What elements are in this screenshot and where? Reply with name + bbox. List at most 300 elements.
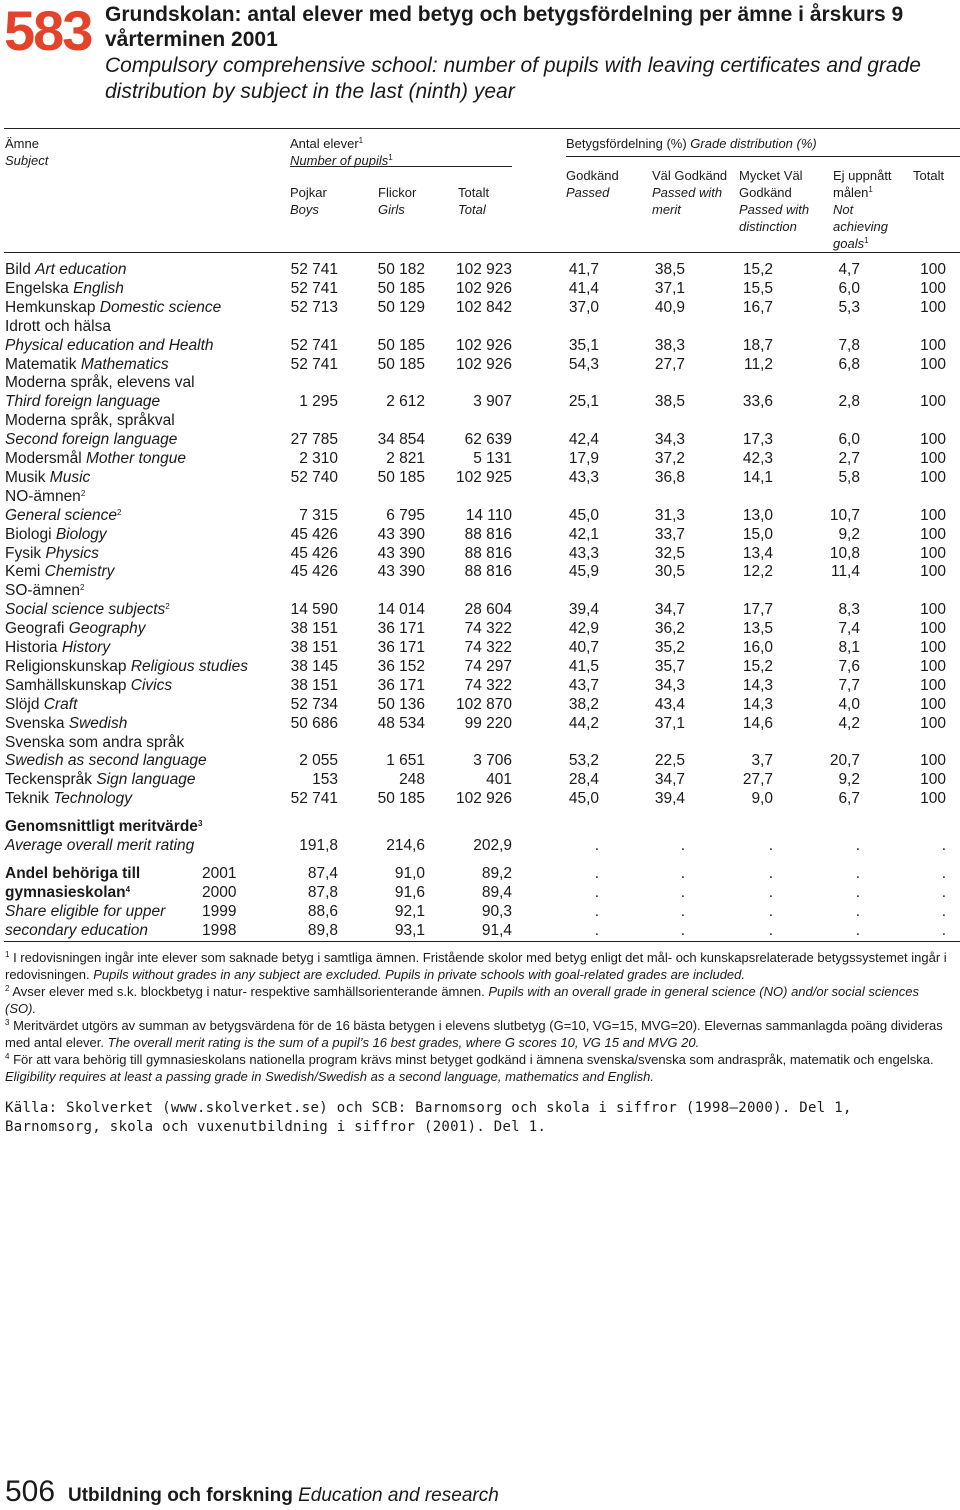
cell-girls: 43 390 — [377, 525, 425, 543]
cell-girls: 36 171 — [377, 620, 425, 638]
cell-not-achieving: 11,4 — [830, 563, 860, 581]
cell-total: 88 816 — [464, 544, 512, 562]
subject-label: General science$^2$ — [5, 506, 122, 524]
footnote-2: $^2$ Avser elever med s.k. blockbetyg i natur- respektive samhällsorienterande ämnen. Pupils with an overall grade in general science (NO) and/or social sciences (SO). — [5, 984, 919, 1016]
cell-merit: 36,8 — [654, 468, 685, 486]
subject-label: Engelska English — [5, 279, 124, 297]
cell-boys: 45 426 — [290, 525, 338, 543]
cell-not-achieving: . — [855, 837, 860, 854]
cell-distinction: 13,5 — [742, 620, 773, 638]
cell-passed: 43,3 — [568, 468, 599, 486]
cell-total: 74 322 — [464, 620, 512, 638]
subject-label: Samhällskunskap Civics — [5, 676, 173, 694]
cell-not-achieving: 4,2 — [838, 714, 860, 732]
cell-merit: 38,5 — [654, 393, 685, 411]
source-note: Källa: Skolverket (www.skolverket.se) och SCB: Barnomsorg och skola i siffror (1998–2000). Del 1, Barnomsorg, skola och vuxenutbildning i siffror (2001). Del 1. — [5, 1100, 852, 1135]
table-row — [0, 525, 960, 544]
cell-total: 102 926 — [455, 355, 512, 373]
cell-not-achieving: . — [855, 884, 860, 901]
cell-not-achieving: 5,8 — [838, 468, 860, 486]
cell-total: 3 907 — [473, 393, 512, 411]
subject-label: Modersmål Mother tongue — [5, 450, 186, 467]
cell-boys: 38 151 — [290, 676, 338, 694]
cell-girls: 14 014 — [377, 601, 425, 619]
footnote-1: $^1$ I redovisningen ingår inte elever som saknade betyg i samtliga ämnen. Fristående skolor med betyg enligt det mål- och kunskapsrelaterade betygssystemet ingår i redovisningen. Pupils without grades in any subject are excluded. Pupils in private schools with goal-related grades are included. — [5, 950, 947, 982]
cell-grand-total: 100 — [920, 298, 946, 316]
eligible-label: gymnasieskolan$^4$ — [5, 884, 131, 901]
cell-total: 88 816 — [464, 563, 512, 581]
cell-grand-total: . — [941, 865, 946, 882]
cell-grand-total: 100 — [920, 601, 946, 619]
cell-distinction: . — [768, 865, 773, 882]
table-row — [0, 260, 960, 279]
cell-merit: 34,3 — [654, 431, 685, 449]
subject-label: Historia History — [5, 639, 111, 656]
cell-merit: . — [680, 865, 685, 882]
table-row — [0, 392, 960, 411]
cell-girls: 43 390 — [377, 544, 425, 562]
table-row — [0, 298, 960, 317]
cell-merit: . — [680, 837, 685, 854]
cell-passed: 42,4 — [568, 431, 599, 449]
subject-label: Swedish as second language — [5, 752, 207, 770]
merit-header: Väl Godkänd Passed with merit — [652, 168, 728, 217]
cell-boys: 52 741 — [290, 261, 338, 278]
table-row — [0, 336, 960, 355]
subject-label: Physical education and Health — [5, 336, 214, 354]
eligible-row — [0, 883, 960, 902]
table-row — [0, 695, 960, 714]
cell-grand-total: 100 — [920, 355, 946, 373]
cell-boys: 2 055 — [299, 752, 338, 770]
table-row — [0, 581, 960, 600]
cell-boys: 52 741 — [290, 279, 338, 297]
subject-label: Moderna språk, elevens val — [5, 374, 195, 392]
cell-total: 3 706 — [473, 752, 512, 770]
cell-not-achieving: . — [855, 865, 860, 882]
cell-grand-total: 100 — [920, 506, 946, 524]
page-title-en: Compulsory comprehensive school: number of pupils with leaving certificates and grade distribution by subject in the last (ninth) year — [105, 54, 921, 103]
cell-not-achieving: 10,8 — [829, 544, 860, 562]
table-row — [0, 449, 960, 468]
cell-boys: 89,8 — [307, 922, 338, 939]
eligible-label: secondary education — [5, 922, 149, 939]
table-row — [0, 676, 960, 695]
passed-header: Godkänd Passed — [566, 168, 619, 200]
cell-merit: 37,2 — [654, 450, 685, 467]
cell-merit: 35,2 — [654, 639, 685, 656]
cell-grand-total: . — [941, 903, 946, 920]
cell-distinction: 15,5 — [742, 279, 773, 297]
cell-merit: . — [680, 884, 685, 901]
cell-distinction: 17,7 — [742, 601, 773, 619]
cell-boys: 45 426 — [290, 563, 338, 581]
cell-boys: 87,8 — [307, 884, 338, 901]
cell-distinction: 16,0 — [742, 639, 773, 656]
cell-total: 62 639 — [464, 431, 512, 449]
subject-label: Idrott och hälsa — [5, 317, 111, 335]
year-label: 2000 — [202, 884, 237, 901]
cell-not-achieving: 20,7 — [829, 752, 860, 770]
cell-not-achieving: 7,7 — [838, 676, 860, 694]
eligible-label: Andel behöriga till — [5, 865, 141, 882]
table-row — [0, 770, 960, 789]
cell-distinction: . — [768, 903, 773, 920]
year-label: 1998 — [202, 922, 237, 939]
cell-passed: 17,9 — [568, 450, 599, 467]
page-number: 506 — [5, 1475, 56, 1508]
page-footer: Utbildning och forskning Education and research — [68, 1485, 499, 1506]
cell-total: 89,4 — [481, 884, 512, 901]
cell-girls: 43 390 — [377, 563, 425, 581]
cell-passed: 25,1 — [568, 393, 599, 411]
cell-passed: 37,0 — [568, 298, 599, 316]
cell-grand-total: 100 — [920, 676, 946, 694]
cell-girls: 92,1 — [394, 903, 425, 920]
cell-boys: 153 — [312, 771, 338, 789]
cell-distinction: 15,2 — [742, 657, 773, 675]
cell-passed: 41,5 — [568, 657, 599, 675]
cell-grand-total: 100 — [920, 657, 946, 675]
cell-passed: 43,7 — [568, 676, 599, 694]
cell-merit: 37,1 — [654, 714, 685, 732]
cell-not-achieving: 6,0 — [838, 431, 860, 449]
cell-girls: 50 185 — [377, 790, 425, 808]
cell-girls: 50 182 — [377, 261, 425, 278]
cell-boys: 27 785 — [290, 431, 338, 449]
cell-not-achieving: 6,8 — [838, 355, 860, 373]
cell-total: 88 816 — [464, 525, 512, 543]
year-label: 2001 — [202, 865, 237, 882]
cell-boys: 52 741 — [290, 355, 338, 373]
cell-passed: 44,2 — [568, 714, 599, 732]
cell-merit: 38,5 — [654, 261, 685, 278]
cell-girls: 91,6 — [394, 884, 425, 901]
cell-passed: 42,1 — [568, 525, 599, 543]
cell-merit: . — [680, 922, 685, 939]
cell-merit: 33,7 — [654, 525, 685, 543]
cell-grand-total: 100 — [920, 752, 946, 770]
cell-total: 90,3 — [481, 903, 512, 920]
header-top-rule — [4, 128, 960, 129]
distribution-header: Betygsfördelning (%) Grade distribution (%) — [566, 136, 817, 151]
cell-grand-total: 100 — [920, 431, 946, 449]
cell-boys: 38 151 — [290, 620, 338, 638]
cell-total: 74 297 — [464, 657, 512, 675]
subject-label: Hemkunskap Domestic science — [5, 298, 222, 316]
subject-label: Bild Art education — [5, 261, 127, 278]
cell-merit: 30,5 — [654, 563, 685, 581]
cell-total: 74 322 — [464, 639, 512, 656]
distribution-group-rule — [566, 156, 960, 157]
cell-merit: 27,7 — [654, 355, 685, 373]
cell-grand-total: . — [941, 922, 946, 939]
cell-girls: 93,1 — [394, 922, 425, 939]
table-row — [0, 638, 960, 657]
cell-total: 102 842 — [455, 298, 512, 316]
cell-distinction: 14,6 — [742, 714, 773, 732]
cell-boys: 52 713 — [290, 298, 338, 316]
subject-label: Musik Music — [5, 468, 91, 486]
cell-boys: 88,6 — [307, 903, 338, 920]
subject-label: Teknik Technology — [5, 790, 132, 808]
eligible-row — [0, 921, 960, 940]
cell-grand-total: 100 — [920, 525, 946, 543]
cell-grand-total: 100 — [920, 563, 946, 581]
not-achieving-header: Ej uppnått målen$^1$ Not achieving goals$^1$ — [833, 168, 892, 251]
subject-label: Geografi Geography — [5, 620, 146, 638]
cell-distinction: 3,7 — [751, 752, 773, 770]
cell-passed: . — [594, 884, 599, 901]
cell-girls: 34 854 — [377, 431, 425, 449]
cell-distinction: 14,1 — [742, 468, 773, 486]
cell-not-achieving: 7,8 — [838, 336, 860, 354]
table-row — [0, 317, 960, 336]
cell-girls: 2 612 — [386, 393, 425, 411]
cell-passed: 41,4 — [568, 279, 599, 297]
cell-merit: 43,4 — [654, 695, 685, 713]
cell-not-achieving: 9,2 — [838, 525, 860, 543]
cell-total: 89,2 — [481, 865, 512, 882]
footnote-4: $^4$ För att vara behörig till gymnasieskolans nationella program krävs minst betyget godkänd i ämnena svenska/svenska som andraspråk, matematik och engelska. Eligibility requires at least a passing grade in Swedish/Swedish as a second language, mathematics and English. — [5, 1052, 934, 1084]
distinction-header: Mycket Väl Godkänd Passed with distinction — [739, 168, 810, 234]
cell-boys: 45 426 — [290, 544, 338, 562]
cell-girls: 50 136 — [377, 695, 425, 713]
table-row — [0, 789, 960, 808]
cell-passed: 35,1 — [568, 336, 599, 354]
cell-passed: 39,4 — [568, 601, 599, 619]
cell-not-achieving: . — [855, 922, 860, 939]
cell-girls: 248 — [399, 771, 425, 789]
cell-passed: 45,9 — [568, 563, 599, 581]
footnote-3: $^3$ Meritvärdet utgörs av summan av betygsvärdena för de 16 bästa betygen i elevens slutbetyg (G=10, VG=15, MVG=20). Elevernas sammanlagda poäng divideras med antal elever. The overall merit rating is the sum of a pupil’s 16 best grades, where G scores 10, VG 15 and MVG 20. — [5, 1018, 943, 1050]
cell-boys: 38 145 — [290, 657, 338, 675]
cell-distinction: 14,3 — [742, 695, 773, 713]
cell-total: 102 926 — [455, 279, 512, 297]
cell-grand-total: 100 — [920, 544, 946, 562]
cell-total: 74 322 — [464, 676, 512, 694]
cell-passed: 28,4 — [568, 771, 599, 789]
cell-distinction: 14,3 — [742, 676, 773, 694]
subject-label: NO-ämnen$^2$ — [5, 487, 86, 505]
cell-passed: 40,7 — [568, 639, 599, 656]
eligible-label: Share eligible for upper — [5, 903, 166, 920]
cell-girls: 91,0 — [394, 865, 425, 882]
merit-row-label-1: Genomsnittligt meritvärde$^3$ — [5, 818, 203, 835]
cell-boys: 87,4 — [307, 865, 338, 882]
cell-grand-total: 100 — [920, 336, 946, 354]
cell-grand-total: 100 — [920, 639, 946, 656]
cell-not-achieving: 6,0 — [838, 279, 860, 297]
cell-not-achieving: 8,3 — [838, 601, 860, 619]
cell-distinction: 18,7 — [742, 336, 773, 354]
cell-not-achieving: 9,2 — [838, 771, 860, 789]
cell-grand-total: 100 — [920, 695, 946, 713]
subject-label: Moderna språk, språkval — [5, 412, 175, 430]
cell-total: 14 110 — [465, 506, 512, 524]
table-row — [0, 430, 960, 449]
cell-distinction: 27,7 — [742, 771, 773, 789]
boys-header: Pojkar Boys — [290, 185, 327, 217]
total-header: Totalt Total — [458, 185, 490, 217]
cell-boys: 52 740 — [290, 468, 338, 486]
cell-not-achieving: . — [855, 903, 860, 920]
cell-girls: 36 171 — [377, 639, 425, 656]
table-row — [0, 600, 960, 619]
cell-merit: 39,4 — [654, 790, 685, 808]
cell-girls: 2 821 — [386, 450, 425, 467]
cell-grand-total: 100 — [920, 279, 946, 297]
table-bottom-rule — [4, 941, 960, 942]
cell-merit: 31,3 — [654, 506, 685, 524]
table-row — [0, 279, 960, 298]
year-label: 1999 — [202, 903, 237, 920]
cell-boys: 50 686 — [290, 714, 338, 732]
cell-boys: 52 734 — [290, 695, 338, 713]
cell-grand-total: 100 — [920, 714, 946, 732]
cell-grand-total: 100 — [920, 790, 946, 808]
subject-header: Ämne Subject — [5, 136, 49, 168]
cell-distinction: 33,6 — [742, 393, 773, 411]
cell-distinction: 12,2 — [742, 563, 773, 581]
table-row — [0, 657, 960, 676]
subject-label: Kemi Chemistry — [5, 563, 115, 581]
subject-label: SO-ämnen$^2$ — [5, 582, 85, 600]
table-number: 583 — [4, 0, 92, 62]
cell-passed: 41,7 — [568, 261, 599, 278]
cell-merit: 34,7 — [654, 601, 685, 619]
table-row — [0, 487, 960, 506]
cell-distinction: 13,4 — [742, 544, 773, 562]
cell-boys: 1 295 — [299, 393, 338, 411]
subject-label: Religionskunskap Religious studies — [5, 657, 248, 675]
cell-girls: 50 129 — [377, 298, 425, 316]
subject-label: Biologi Biology — [5, 525, 107, 543]
cell-passed: 45,0 — [568, 790, 599, 808]
cell-boys: 52 741 — [290, 790, 338, 808]
cell-distinction: 11,2 — [743, 355, 773, 373]
cell-passed: . — [594, 865, 599, 882]
table-row — [0, 355, 960, 374]
cell-girls: 50 185 — [377, 355, 425, 373]
cell-boys: 2 310 — [299, 450, 338, 467]
cell-boys: 7 315 — [299, 506, 338, 524]
merit-row: Average overall merit rating 191,8 214,6 202,9 . . . . . — [5, 837, 946, 854]
cell-not-achieving: 4,0 — [838, 695, 860, 713]
cell-total: 102 925 — [455, 468, 512, 486]
cell-merit: 32,5 — [654, 544, 685, 562]
cell-total: 28 604 — [464, 601, 512, 619]
grand-total-header: Totalt — [913, 168, 945, 183]
subject-label: Slöjd Craft — [5, 695, 78, 713]
table-row — [0, 411, 960, 430]
cell-merit: 34,3 — [654, 676, 685, 694]
cell-passed: . — [594, 837, 599, 854]
cell-total: 99 220 — [464, 714, 512, 732]
cell-passed: 45,0 — [568, 506, 599, 524]
cell-not-achieving: 6,7 — [838, 790, 860, 808]
subject-label: Second foreign language — [5, 431, 178, 449]
cell-not-achieving: 2,8 — [838, 393, 860, 411]
cell-merit: 37,1 — [654, 279, 685, 297]
page-title-sv: Grundskolan: antal elever med betyg och betygsfördelning per ämne i årskurs 9 vårterminen 2001 — [105, 3, 904, 51]
cell-merit: 36,2 — [654, 620, 685, 638]
cell-girls: 36 171 — [377, 676, 425, 694]
subject-label: Teckenspråk Sign language — [5, 771, 196, 789]
table-row — [0, 619, 960, 638]
cell-grand-total: 100 — [920, 450, 946, 467]
cell-girls: 48 534 — [377, 714, 425, 732]
subject-label: Social science subjects$^2$ — [5, 601, 170, 619]
cell-boys: 38 151 — [290, 639, 338, 656]
cell-merit: 35,7 — [654, 657, 685, 675]
table-row — [0, 373, 960, 392]
cell-merit: . — [680, 903, 685, 920]
cell-not-achieving: 2,7 — [838, 450, 860, 467]
cell-not-achieving: 7,6 — [838, 657, 860, 675]
cell-passed: . — [594, 903, 599, 920]
cell-boys: 52 741 — [290, 336, 338, 354]
eligible-row — [0, 864, 960, 883]
cell-distinction: 16,7 — [742, 298, 773, 316]
cell-girls: 50 185 — [377, 468, 425, 486]
cell-distinction: . — [768, 922, 773, 939]
cell-girls: 1 651 — [386, 752, 425, 770]
cell-grand-total: 100 — [920, 771, 946, 789]
cell-passed: 42,9 — [568, 620, 599, 638]
table-row — [0, 468, 960, 487]
cell-not-achieving: 8,1 — [838, 639, 860, 656]
cell-total: 102 926 — [455, 790, 512, 808]
cell-not-achieving: 5,3 — [838, 298, 860, 316]
cell-grand-total: 100 — [920, 620, 946, 638]
cell-total: 401 — [486, 771, 512, 789]
girls-header: Flickor Girls — [378, 185, 417, 217]
cell-merit: 38,3 — [654, 336, 685, 354]
subject-label: Fysik Physics — [5, 544, 99, 562]
cell-distinction: 15,2 — [742, 261, 773, 278]
cell-not-achieving: 4,7 — [838, 261, 860, 278]
cell-distinction: . — [768, 837, 773, 854]
cell-grand-total: . — [941, 837, 946, 854]
cell-total: 102 870 — [455, 695, 512, 713]
table-row — [0, 562, 960, 581]
header-bottom-rule — [4, 252, 960, 253]
cell-distinction: 13,0 — [742, 506, 773, 524]
cell-distinction: 15,0 — [742, 525, 773, 543]
cell-distinction: 42,3 — [742, 450, 773, 467]
subject-label: Svenska Swedish — [5, 714, 128, 732]
cell-total: 202,9 — [473, 837, 512, 854]
subject-label: Svenska som andra språk — [5, 733, 185, 751]
table-row — [0, 751, 960, 770]
subject-label: Third foreign language — [5, 393, 161, 411]
cell-grand-total: . — [941, 884, 946, 901]
cell-grand-total: 100 — [920, 393, 946, 411]
cell-grand-total: 100 — [920, 261, 946, 278]
cell-merit: 22,5 — [654, 752, 685, 770]
cell-girls: 36 152 — [377, 657, 425, 675]
cell-total: 102 926 — [455, 336, 512, 354]
cell-not-achieving: 7,4 — [838, 620, 860, 638]
table-row — [0, 506, 960, 525]
subject-label: Matematik Mathematics — [5, 355, 169, 373]
cell-merit: 40,9 — [654, 298, 685, 316]
cell-girls: 50 185 — [377, 279, 425, 297]
table-row — [0, 714, 960, 733]
table-row — [0, 733, 960, 752]
cell-total: 5 131 — [473, 450, 512, 467]
